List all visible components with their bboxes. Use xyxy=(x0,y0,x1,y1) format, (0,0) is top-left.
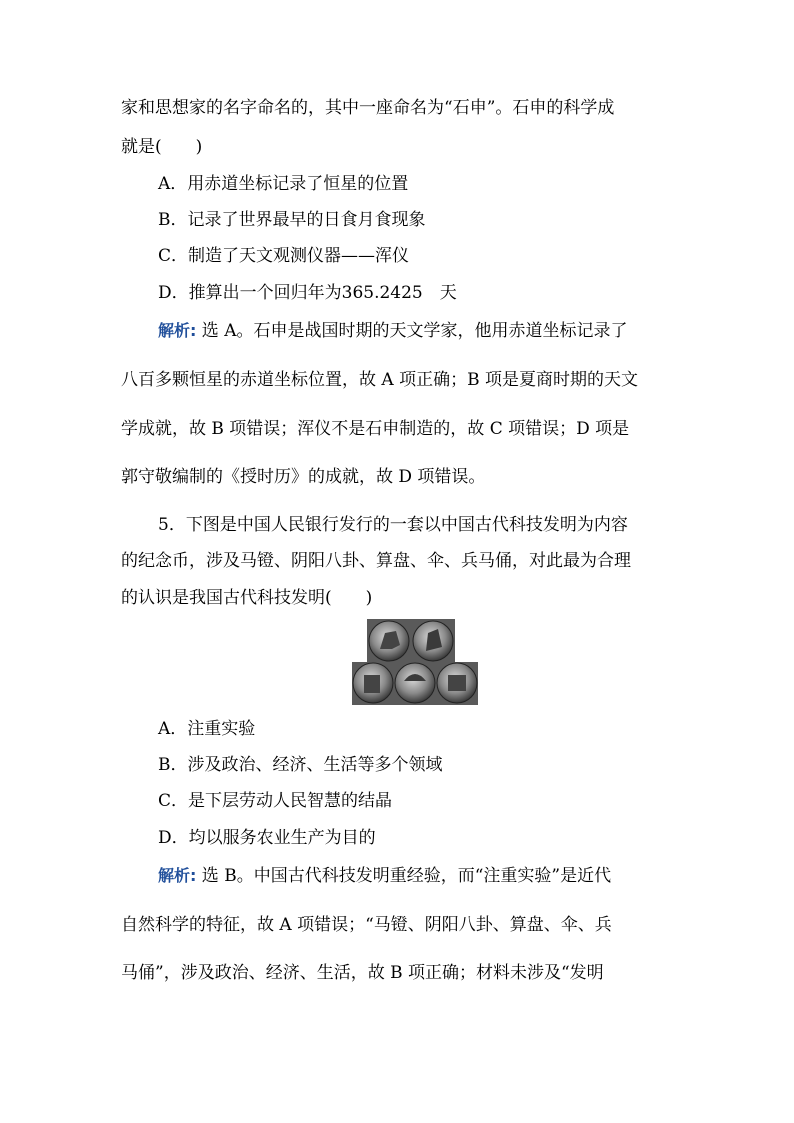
q4-option-d: D．推算出一个回归年为365.2425 天 xyxy=(158,283,457,303)
coin-stirrup xyxy=(369,621,409,661)
q5-analysis-line-2: 自然科学的特征，故 A 项错误；“马镫、阴阳八卦、算盘、伞、兵 xyxy=(121,915,612,935)
q5-option-a: A．注重实验 xyxy=(158,719,256,739)
q5-option-d: D．均以服务农业生产为目的 xyxy=(158,828,376,848)
q5-stem-line-3: 的认识是我国古代科技发明( ) xyxy=(121,588,373,608)
q5-stem-line-1: 5．下图是中国人民银行发行的一套以中国古代科技发明为内容 xyxy=(158,515,628,535)
q5-analysis-text-1: 选 B。中国古代科技发明重经验，而“注重实验”是近代 xyxy=(196,866,612,886)
q5-option-b: B．涉及政治、经济、生活等多个领域 xyxy=(158,755,443,775)
q4-analysis-line-3: 学成就，故 B 项错误；浑仪不是石申制造的，故 C 项错误；D 项是 xyxy=(121,419,630,439)
q5-analysis-label: 解析: xyxy=(158,866,197,885)
q5-analysis-line-1 xyxy=(158,865,611,887)
q4-analysis-label: 解析: xyxy=(158,321,197,340)
q4-analysis-line-4: 郭守敬编制的《授时历》的成就，故 D 项错误。 xyxy=(121,467,486,487)
coin-bagua xyxy=(413,621,453,661)
q4-analysis-line-1 xyxy=(158,320,628,342)
coin-terracotta xyxy=(437,663,477,703)
q4-stem-line-1: 家和思想家的名字命名的，其中一座命名为“石申”。石申的科学成 xyxy=(121,98,615,118)
coin-abacus xyxy=(353,663,393,703)
q4-option-b: B．记录了世界最早的日食月食现象 xyxy=(158,210,426,230)
commemorative-coins-image xyxy=(352,619,478,705)
q5-option-c: C．是下层劳动人民智慧的结晶 xyxy=(158,791,393,811)
q4-analysis-line-2: 八百多颗恒星的赤道坐标位置，故 A 项正确；B 项是夏商时期的天文 xyxy=(121,370,638,390)
coin-umbrella xyxy=(395,663,435,703)
q4-analysis-text-1: 选 A。石申是战国时期的天文学家，他用赤道坐标记录了 xyxy=(196,321,628,341)
q4-option-a: A．用赤道坐标记录了恒星的位置 xyxy=(158,174,409,194)
q5-analysis-line-3: 马俑”，涉及政治、经济、生活，故 B 项正确；材料未涉及“发明 xyxy=(121,963,604,983)
q5-stem-line-2: 的纪念币，涉及马镫、阴阳八卦、算盘、伞、兵马俑，对此最为合理 xyxy=(121,551,631,571)
q4-stem-line-2: 就是( ) xyxy=(121,137,203,157)
q4-option-c: C．制造了天文观测仪器——浑仪 xyxy=(158,246,410,266)
